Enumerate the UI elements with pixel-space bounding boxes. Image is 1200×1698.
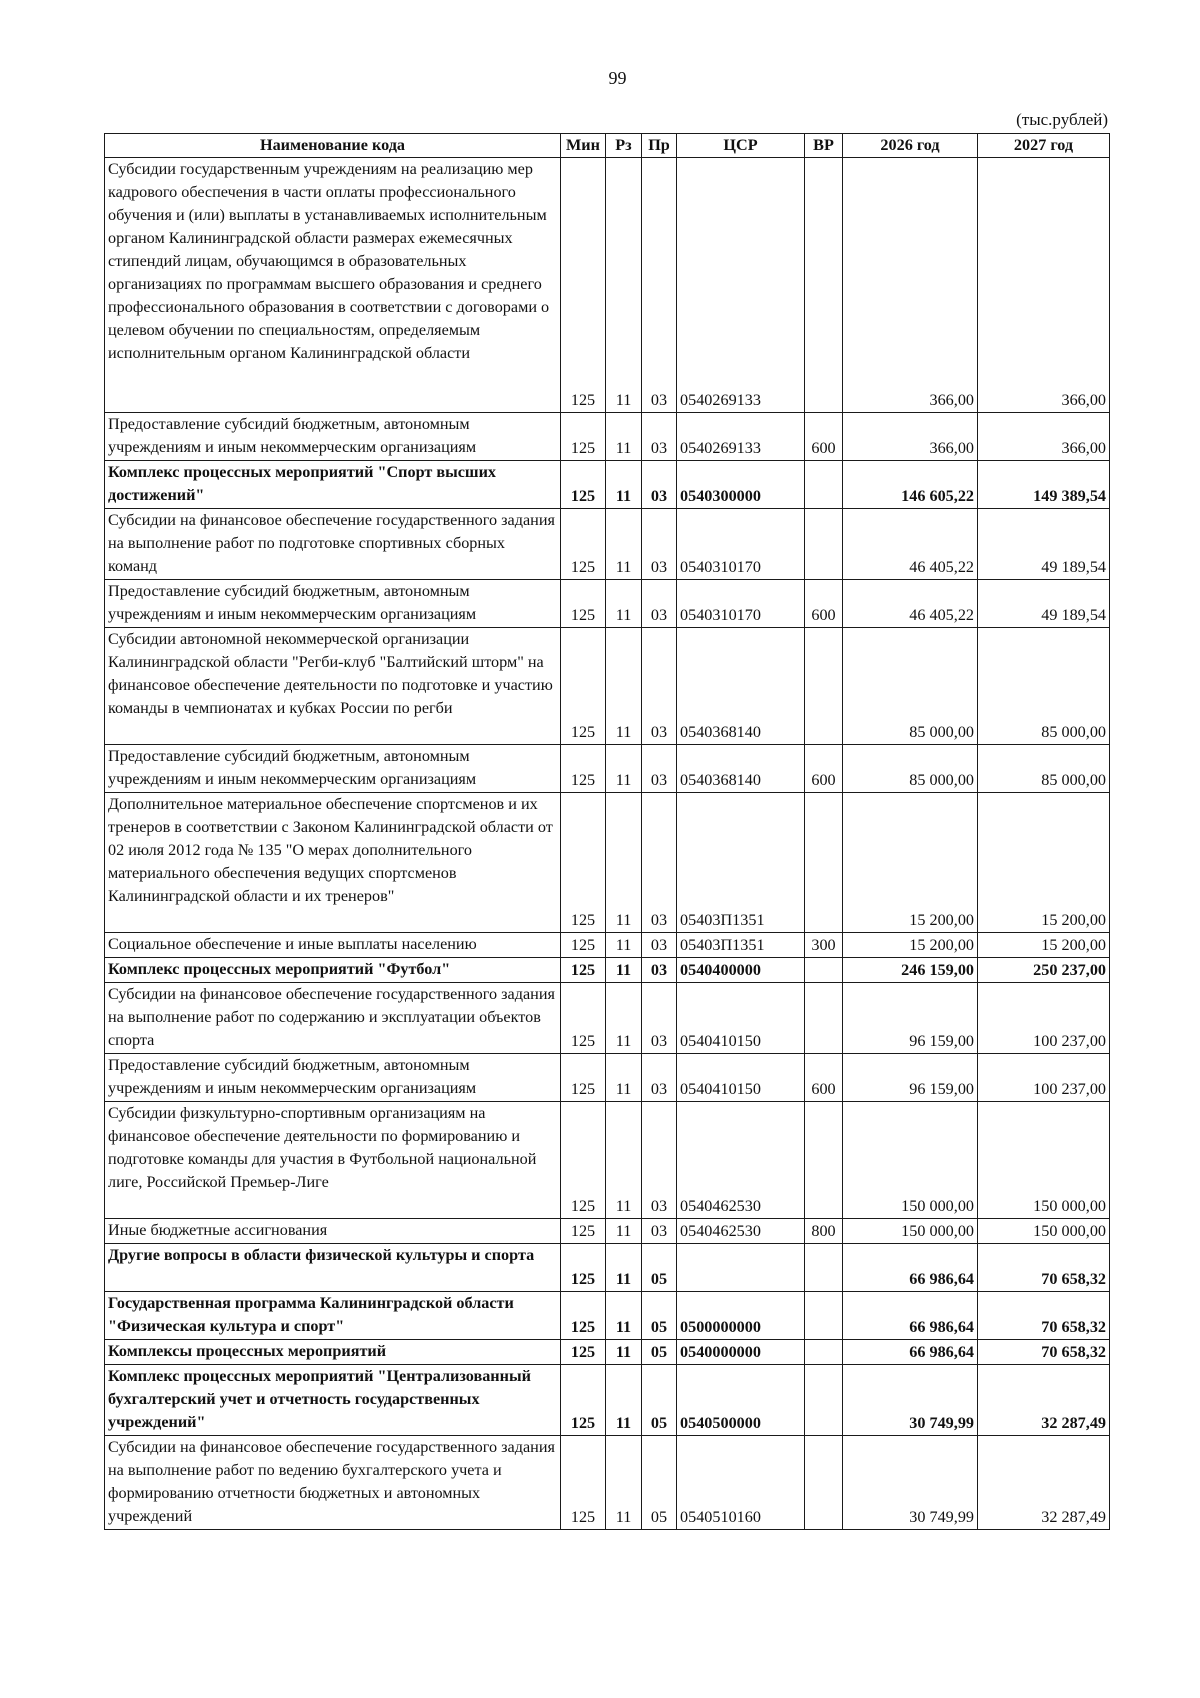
cell-name: Государственная программа Калининградской области "Физическая культура и спорт" [105, 1292, 561, 1340]
cell-csr: 0540510160 [677, 1436, 805, 1530]
cell-2026: 46 405,22 [843, 509, 978, 580]
cell-csr: 05403П1351 [677, 793, 805, 933]
cell-2027: 366,00 [978, 158, 1110, 413]
cell-min: 125 [561, 509, 606, 580]
cell-min: 125 [561, 158, 606, 413]
cell-rz: 11 [606, 509, 642, 580]
table-row [105, 628, 1110, 745]
table-row [105, 1054, 1110, 1102]
cell-vr [805, 958, 843, 983]
cell-2026: 150 000,00 [843, 1102, 978, 1219]
table-body [105, 158, 1110, 1530]
cell-pr: 03 [642, 983, 677, 1054]
table-row [105, 158, 1110, 413]
cell-pr: 03 [642, 509, 677, 580]
cell-rz: 11 [606, 1054, 642, 1102]
cell-rz: 11 [606, 1244, 642, 1292]
cell-vr [805, 1436, 843, 1530]
cell-pr: 03 [642, 1054, 677, 1102]
cell-pr: 05 [642, 1436, 677, 1530]
cell-min: 125 [561, 628, 606, 745]
cell-2027: 32 287,49 [978, 1436, 1110, 1530]
page-number: 99 [608, 68, 627, 88]
cell-name: Комплекс процессных мероприятий "Централизованный бухгалтерский учет и отчетность государственных учреждений" [105, 1365, 561, 1436]
cell-rz: 11 [606, 983, 642, 1054]
cell-vr: 600 [805, 580, 843, 628]
cell-name: Субсидии автономной некоммерческой организации Калининградской области "Регби-клуб "Балтийский шторм" на финансовое обеспечение деятельности по подготовке и участию команды в чемпионатах и кубках России по регби [105, 628, 561, 745]
table-row [105, 745, 1110, 793]
cell-vr: 600 [805, 1054, 843, 1102]
cell-csr: 0540368140 [677, 628, 805, 745]
cell-csr: 05403П1351 [677, 933, 805, 958]
cell-pr: 03 [642, 413, 677, 461]
cell-2026: 15 200,00 [843, 793, 978, 933]
cell-2027: 149 389,54 [978, 461, 1110, 509]
cell-2027: 85 000,00 [978, 628, 1110, 745]
cell-pr: 03 [642, 793, 677, 933]
table-row [105, 983, 1110, 1054]
cell-2026: 96 159,00 [843, 983, 978, 1054]
header-csr: ЦСР [677, 134, 805, 158]
cell-rz: 11 [606, 1340, 642, 1365]
cell-2026: 30 749,99 [843, 1436, 978, 1530]
table-row [105, 580, 1110, 628]
cell-pr: 03 [642, 461, 677, 509]
cell-min: 125 [561, 1244, 606, 1292]
cell-min: 125 [561, 745, 606, 793]
cell-vr [805, 158, 843, 413]
cell-2026: 85 000,00 [843, 628, 978, 745]
cell-name: Предоставление субсидий бюджетным, автономным учреждениям и иным некоммерческим организациям [105, 413, 561, 461]
cell-vr [805, 461, 843, 509]
cell-name: Субсидии на финансовое обеспечение государственного задания на выполнение работ по содержанию и эксплуатации объектов спорта [105, 983, 561, 1054]
cell-name: Иные бюджетные ассигнования [105, 1219, 561, 1244]
cell-min: 125 [561, 1292, 606, 1340]
cell-min: 125 [561, 1365, 606, 1436]
header-name: Наименование кода [105, 134, 561, 158]
cell-min: 125 [561, 1054, 606, 1102]
cell-rz: 11 [606, 1102, 642, 1219]
cell-rz: 11 [606, 461, 642, 509]
cell-name: Предоставление субсидий бюджетным, автономным учреждениям и иным некоммерческим организациям [105, 745, 561, 793]
cell-csr: 0540500000 [677, 1365, 805, 1436]
cell-vr: 600 [805, 745, 843, 793]
cell-min: 125 [561, 580, 606, 628]
cell-name: Предоставление субсидий бюджетным, автономным учреждениям и иным некоммерческим организациям [105, 1054, 561, 1102]
table-row [105, 461, 1110, 509]
cell-name: Комплекс процессных мероприятий "Спорт высших достижений" [105, 461, 561, 509]
cell-2027: 85 000,00 [978, 745, 1110, 793]
cell-pr: 03 [642, 745, 677, 793]
cell-2027: 150 000,00 [978, 1219, 1110, 1244]
cell-min: 125 [561, 933, 606, 958]
cell-name: Субсидии государственным учреждениям на реализацию мер кадрового обеспечения в части оплаты профессионального обучения и (или) выплаты в устанавливаемых исполнительным органом Калининградской области размерах ежемесячных стипендий лицам, обучающимся в образовательных организациях по программам высшего образования и среднего профессионального образования в соответствии с договорами о целевом обучении по специальностям, определяемым исполнительным органом Калининградской области [105, 158, 561, 413]
table-row [105, 1292, 1110, 1340]
cell-2026: 66 986,64 [843, 1244, 978, 1292]
cell-2026: 85 000,00 [843, 745, 978, 793]
cell-pr: 03 [642, 628, 677, 745]
table-row [105, 509, 1110, 580]
cell-2026: 366,00 [843, 413, 978, 461]
header-2026: 2026 год [843, 134, 978, 158]
cell-min: 125 [561, 1436, 606, 1530]
table-row [105, 1340, 1110, 1365]
cell-vr [805, 1365, 843, 1436]
cell-pr: 03 [642, 958, 677, 983]
cell-2026: 96 159,00 [843, 1054, 978, 1102]
table-row [105, 1436, 1110, 1530]
cell-rz: 11 [606, 413, 642, 461]
cell-pr: 05 [642, 1244, 677, 1292]
cell-min: 125 [561, 1340, 606, 1365]
cell-name: Субсидии на финансовое обеспечение государственного задания на выполнение работ по подготовке спортивных сборных команд [105, 509, 561, 580]
units-label: (тыс.рублей) [1016, 110, 1108, 129]
cell-2026: 30 749,99 [843, 1365, 978, 1436]
cell-pr: 05 [642, 1340, 677, 1365]
cell-csr [677, 1244, 805, 1292]
cell-2027: 15 200,00 [978, 793, 1110, 933]
cell-rz: 11 [606, 1436, 642, 1530]
cell-2026: 246 159,00 [843, 958, 978, 983]
cell-vr [805, 628, 843, 745]
cell-min: 125 [561, 1102, 606, 1219]
cell-vr [805, 1244, 843, 1292]
cell-2027: 49 189,54 [978, 509, 1110, 580]
cell-pr: 03 [642, 580, 677, 628]
cell-min: 125 [561, 958, 606, 983]
cell-csr: 0540000000 [677, 1340, 805, 1365]
table-row [105, 793, 1110, 933]
cell-csr: 0540410150 [677, 983, 805, 1054]
table-row [105, 413, 1110, 461]
cell-2026: 146 605,22 [843, 461, 978, 509]
cell-2026: 46 405,22 [843, 580, 978, 628]
table-row [105, 933, 1110, 958]
cell-2027: 32 287,49 [978, 1365, 1110, 1436]
cell-name: Другие вопросы в области физической культуры и спорта [105, 1244, 561, 1292]
cell-2027: 100 237,00 [978, 1054, 1110, 1102]
table-row [105, 1244, 1110, 1292]
table-row [105, 1219, 1110, 1244]
header-2027: 2027 год [978, 134, 1110, 158]
cell-rz: 11 [606, 580, 642, 628]
cell-csr: 0540400000 [677, 958, 805, 983]
cell-csr: 0540300000 [677, 461, 805, 509]
cell-2027: 70 658,32 [978, 1340, 1110, 1365]
cell-2027: 70 658,32 [978, 1244, 1110, 1292]
cell-vr [805, 983, 843, 1054]
cell-min: 125 [561, 413, 606, 461]
cell-vr: 600 [805, 413, 843, 461]
cell-name: Субсидии физкультурно-спортивным организациям на финансовое обеспечение деятельности по формированию и подготовке команды для участия в Футбольной национальной лиге, Российской Премьер-Лиге [105, 1102, 561, 1219]
cell-vr: 300 [805, 933, 843, 958]
cell-csr: 0540410150 [677, 1054, 805, 1102]
cell-rz: 11 [606, 158, 642, 413]
cell-name: Субсидии на финансовое обеспечение государственного задания на выполнение работ по ведению бухгалтерского учета и формированию отчетности бюджетных и автономных учреждений [105, 1436, 561, 1530]
header-rz: Рз [606, 134, 642, 158]
cell-vr [805, 1340, 843, 1365]
table-row [105, 1102, 1110, 1219]
header-vr: ВР [805, 134, 843, 158]
cell-name: Комплекс процессных мероприятий "Футбол" [105, 958, 561, 983]
cell-rz: 11 [606, 1292, 642, 1340]
cell-pr: 05 [642, 1365, 677, 1436]
cell-2026: 150 000,00 [843, 1219, 978, 1244]
cell-min: 125 [561, 1219, 606, 1244]
cell-vr [805, 1292, 843, 1340]
header-pr: Пр [642, 134, 677, 158]
cell-pr: 03 [642, 158, 677, 413]
cell-name: Предоставление субсидий бюджетным, автономным учреждениям и иным некоммерческим организациям [105, 580, 561, 628]
cell-csr: 0540462530 [677, 1219, 805, 1244]
cell-min: 125 [561, 983, 606, 1054]
table-header-row [105, 134, 1110, 158]
cell-vr [805, 509, 843, 580]
cell-csr: 0540368140 [677, 745, 805, 793]
cell-name: Социальное обеспечение и иные выплаты населению [105, 933, 561, 958]
cell-2026: 66 986,64 [843, 1340, 978, 1365]
cell-name: Дополнительное материальное обеспечение спортсменов и их тренеров в соответствии с Законом Калининградской области от 02 июля 2012 года № 135 "О мерах дополнительного материального обеспечения ведущих спортсменов Калининградской области и их тренеров" [105, 793, 561, 933]
cell-2026: 66 986,64 [843, 1292, 978, 1340]
cell-2027: 150 000,00 [978, 1102, 1110, 1219]
cell-rz: 11 [606, 933, 642, 958]
cell-pr: 05 [642, 1292, 677, 1340]
cell-csr: 0540269133 [677, 413, 805, 461]
cell-pr: 03 [642, 1102, 677, 1219]
cell-csr: 0540269133 [677, 158, 805, 413]
cell-2027: 366,00 [978, 413, 1110, 461]
cell-csr: 0540462530 [677, 1102, 805, 1219]
cell-csr: 0540310170 [677, 580, 805, 628]
cell-2026: 15 200,00 [843, 933, 978, 958]
cell-rz: 11 [606, 1365, 642, 1436]
cell-pr: 03 [642, 933, 677, 958]
cell-pr: 03 [642, 1219, 677, 1244]
cell-rz: 11 [606, 745, 642, 793]
cell-rz: 11 [606, 958, 642, 983]
cell-vr [805, 1102, 843, 1219]
cell-rz: 11 [606, 628, 642, 745]
cell-min: 125 [561, 461, 606, 509]
cell-2027: 49 189,54 [978, 580, 1110, 628]
cell-2027: 15 200,00 [978, 933, 1110, 958]
cell-csr: 0540310170 [677, 509, 805, 580]
cell-2027: 70 658,32 [978, 1292, 1110, 1340]
cell-2026: 366,00 [843, 158, 978, 413]
cell-vr [805, 793, 843, 933]
cell-csr: 0500000000 [677, 1292, 805, 1340]
budget-table [104, 133, 1110, 1530]
cell-vr: 800 [805, 1219, 843, 1244]
cell-rz: 11 [606, 1219, 642, 1244]
cell-rz: 11 [606, 793, 642, 933]
cell-name: Комплексы процессных мероприятий [105, 1340, 561, 1365]
cell-2027: 250 237,00 [978, 958, 1110, 983]
table-row [105, 958, 1110, 983]
cell-min: 125 [561, 793, 606, 933]
table-row [105, 1365, 1110, 1436]
header-min: Мин [561, 134, 606, 158]
cell-2027: 100 237,00 [978, 983, 1110, 1054]
